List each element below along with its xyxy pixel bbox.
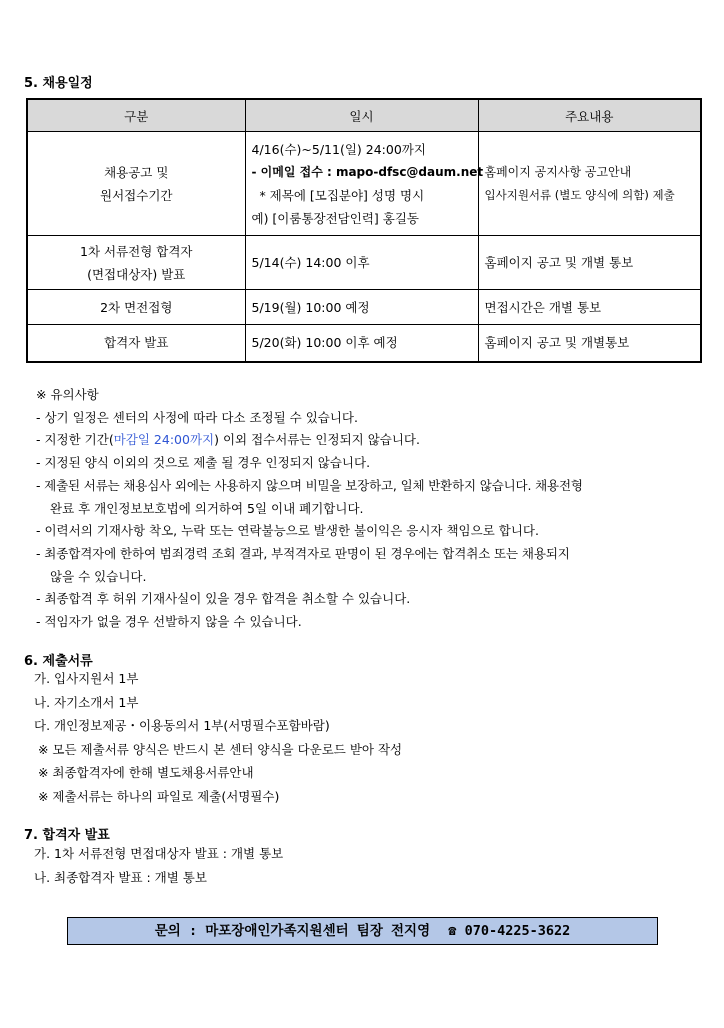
list-item: ※ 최종합격자에 한해 별도채용서류안내 — [34, 765, 254, 780]
table-cell: 홈페이지 공고 및 개별 통보 — [478, 236, 701, 290]
column-header: 일시 — [245, 99, 478, 132]
notice-list — [36, 384, 702, 634]
notice-item-continued: 않을 수 있습니다. — [50, 568, 147, 584]
list-item: 나. 최종합격자 발표 : 개별 통보 — [34, 869, 207, 885]
notice-heading: ※ 유의사항 — [36, 387, 99, 402]
schedule-table — [26, 98, 702, 363]
table-row — [27, 325, 701, 362]
notice-item: - 적임자가 없을 경우 선발하지 않을 수 있습니다. — [36, 614, 302, 630]
table-row — [27, 132, 701, 236]
list-item: 가. 입사지원서 1부 — [34, 671, 139, 686]
contact-label: 문의 : 마포장애인가족지원센터 팀장 전지영 — [154, 923, 431, 939]
notice-item: - 최종합격 후 허위 기재사실이 있을 경우 합격을 취소할 수 있습니다. — [36, 591, 411, 607]
list-item: ※ 모든 제출서류 양식은 반드시 본 센터 양식을 다운로드 받아 작성 — [34, 741, 403, 757]
list-item: 가. 1차 서류전형 면접대상자 발표 : 개별 통보 — [34, 846, 284, 861]
table-cell: 채용공고 및 원서접수기간 — [27, 132, 245, 236]
table-cell: 5/14(수) 14:00 이후 — [245, 236, 478, 290]
column-header: 주요내용 — [478, 99, 701, 132]
email-address: - 이메일 접수 : mapo-dfsc@daum.net — [251, 164, 484, 179]
column-header: 구분 — [27, 99, 245, 132]
notice-item-continued: 완료 후 개인정보보호법에 의거하여 5일 이내 폐기합니다. — [50, 500, 364, 516]
list-item: ※ 제출서류는 하나의 파일로 제출(서명필수) — [34, 788, 280, 804]
list-item: 나. 자기소개서 1부 — [34, 694, 139, 710]
table-cell: 5/20(화) 10:00 이후 예정 — [245, 325, 478, 362]
table-cell: 4/16(수)~5/11(일) 24:00까지 - 이메일 접수 : mapo-dfsc@daum.net * 제목에 [모집분야] 성명 명시 예) [이룸통장전담인력] 홍길동 — [245, 132, 478, 236]
table-header-row — [27, 99, 701, 132]
section-title-documents: 6. 제출서류 — [24, 654, 93, 669]
table-row — [27, 290, 701, 325]
section-title-schedule: 5. 채용일정 — [24, 76, 93, 91]
table-row — [27, 236, 701, 290]
notice-item: - 최종합격자에 한하여 범죄경력 조회 결과, 부적격자로 판명이 된 경우에는 합격취소 또는 채용되지 — [36, 545, 570, 561]
contact-box — [67, 917, 658, 945]
phone-icon: ☎ — [448, 923, 457, 939]
results-list — [34, 842, 283, 889]
table-cell: 합격자 발표 — [27, 325, 245, 362]
table-cell: 1차 서류전형 합격자 (면접대상자) 발표 — [27, 236, 245, 290]
notice-item: - 지정한 기간(마감일 24:00까지) 이외 접수서류는 인정되지 않습니다. — [36, 432, 420, 448]
contact-phone: 070-4225-3622 — [464, 923, 571, 939]
deadline-highlight: 마감일 24:00까지 — [113, 432, 215, 448]
table-cell: 홈페이지 공지사항 공고안내 입사지원서류 (별도 양식에 의함) 제출 — [478, 132, 701, 236]
table-cell: 면접시간은 개별 통보 — [478, 290, 701, 325]
documents-list — [34, 667, 402, 808]
notice-item: - 이력서의 기재사항 착오, 누락 또는 연락불능으로 발생한 불이익은 응시자 책임으로 합니다. — [36, 523, 539, 539]
table-cell: 홈페이지 공고 및 개별통보 — [478, 325, 701, 362]
notice-item: - 지정된 양식 이외의 것으로 제출 될 경우 인정되지 않습니다. — [36, 455, 371, 471]
table-cell: 2차 면전접형 — [27, 290, 245, 325]
table-cell: 5/19(월) 10:00 예정 — [245, 290, 478, 325]
notice-item: - 제출된 서류는 채용심사 외에는 사용하지 않으며 비밀을 보장하고, 일체 반환하지 않습니다. 채용전형 — [36, 477, 583, 493]
section-title-results: 7. 합격자 발표 — [24, 828, 110, 843]
notice-item: - 상기 일정은 센터의 사정에 따라 다소 조정될 수 있습니다. — [36, 409, 358, 425]
list-item: 다. 개인정보제공・이용동의서 1부(서명필수포함바람) — [34, 718, 330, 733]
